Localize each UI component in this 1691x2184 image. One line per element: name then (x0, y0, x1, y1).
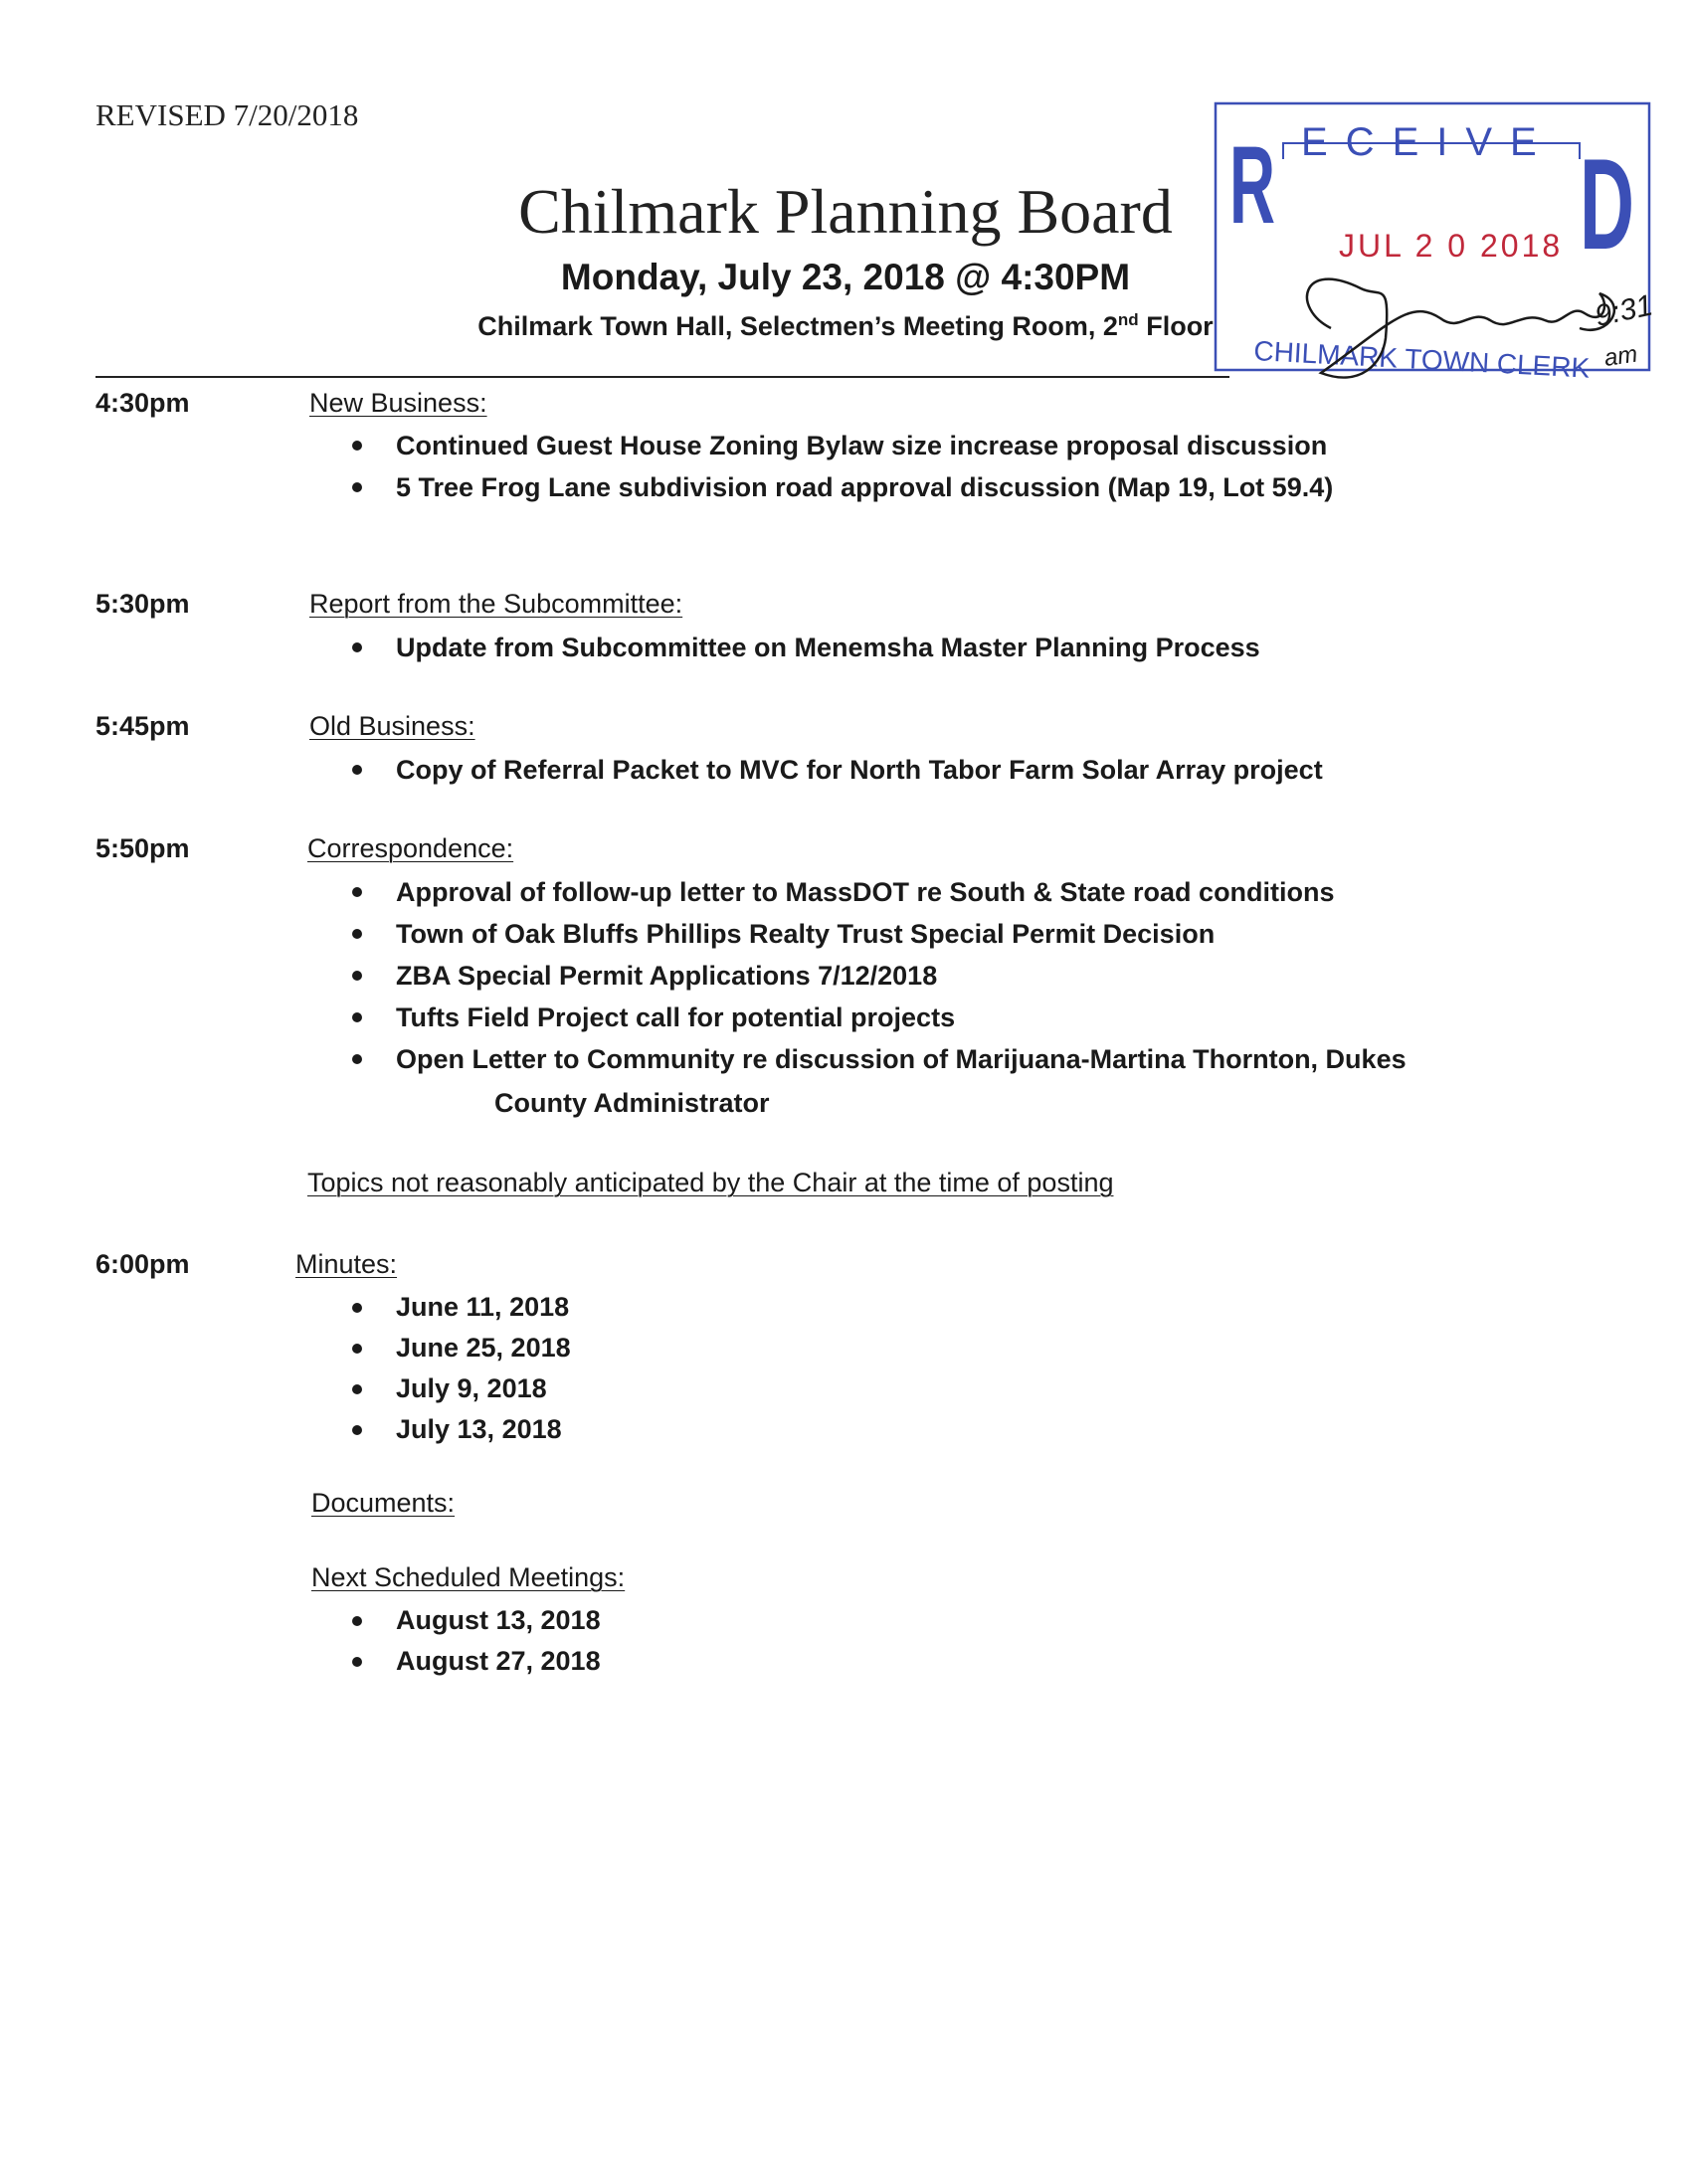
time-correspondence: 5:50pm (95, 833, 190, 863)
list-item: July 9, 2018 (348, 1368, 571, 1409)
location-ordinal-suffix: nd (1117, 310, 1139, 329)
list-item: Town of Oak Bluffs Phillips Realty Trust Special Permit Decision (348, 913, 1407, 955)
received-stamp (1212, 99, 1656, 398)
correspondence-list (348, 871, 1407, 1080)
list-item: July 13, 2018 (348, 1409, 571, 1450)
revised-date: REVISED 7/20/2018 (95, 97, 359, 132)
page-title: Chilmark Planning Board (518, 176, 1173, 247)
time-subcommittee: 5:30pm (95, 589, 190, 619)
stamp-received-middle: ECEIVE (1301, 120, 1555, 164)
list-item: ZBA Special Permit Applications 7/12/2018 (348, 955, 1407, 997)
list-item: June 25, 2018 (348, 1328, 571, 1368)
stamp-received-right: D (1580, 131, 1634, 276)
old-business-list (348, 749, 1323, 791)
topics-not-anticipated: Topics not reasonably anticipated by the Chair at the time of posting (307, 1168, 1114, 1197)
heading-old-business: Old Business: (309, 711, 475, 741)
time-minutes: 6:00pm (95, 1249, 190, 1279)
stamp-received-left: R (1229, 124, 1275, 247)
list-item: Copy of Referral Packet to MVC for North Tabor Farm Solar Array project (348, 749, 1323, 791)
list-item: June 11, 2018 (348, 1287, 571, 1328)
list-item: August 13, 2018 (348, 1600, 601, 1641)
correspondence-continuation: County Administrator (494, 1088, 770, 1118)
stamp-date: JUL 2 0 2018 (1339, 228, 1564, 264)
heading-subcommittee: Report from the Subcommittee: (309, 589, 683, 619)
heading-minutes: Minutes: (295, 1249, 398, 1279)
handwritten-time: 9:31 (1592, 288, 1656, 333)
list-item: Continued Guest House Zoning Bylaw size increase proposal discussion (348, 425, 1333, 466)
heading-documents: Documents: (311, 1488, 456, 1518)
list-item: 5 Tree Frog Lane subdivision road approval discussion (Map 19, Lot 59.4) (348, 466, 1333, 508)
stamp-clerk-name: CHILMARK TOWN CLERK (1252, 335, 1591, 384)
list-item: Tufts Field Project call for potential projects (348, 997, 1407, 1038)
time-new-business: 4:30pm (95, 388, 190, 418)
list-item: Update from Subcommittee on Menemsha Master Planning Process (348, 627, 1260, 668)
heading-next-meetings: Next Scheduled Meetings: (311, 1562, 626, 1592)
list-item: Approval of follow-up letter to MassDOT re South & State road conditions (348, 871, 1407, 913)
subcommittee-list (348, 627, 1260, 668)
new-business-list (348, 425, 1333, 508)
heading-correspondence: Correspondence: (307, 833, 514, 863)
heading-new-business: New Business: (309, 388, 487, 418)
location-text: Chilmark Town Hall, Selectmen’s Meeting Room, 2 (477, 311, 1118, 341)
header-divider (95, 376, 1229, 378)
next-meetings-list (348, 1600, 601, 1682)
meeting-date: Monday, July 23, 2018 @ 4:30PM (560, 257, 1131, 297)
handwritten-am: am (1602, 340, 1639, 372)
minutes-list (348, 1287, 571, 1450)
list-item: August 27, 2018 (348, 1641, 601, 1682)
location-floor: Floor (1138, 311, 1214, 341)
time-old-business: 5:45pm (95, 711, 190, 741)
list-item: Open Letter to Community re discussion of Marijuana-Martina Thornton, Dukes (348, 1038, 1407, 1080)
